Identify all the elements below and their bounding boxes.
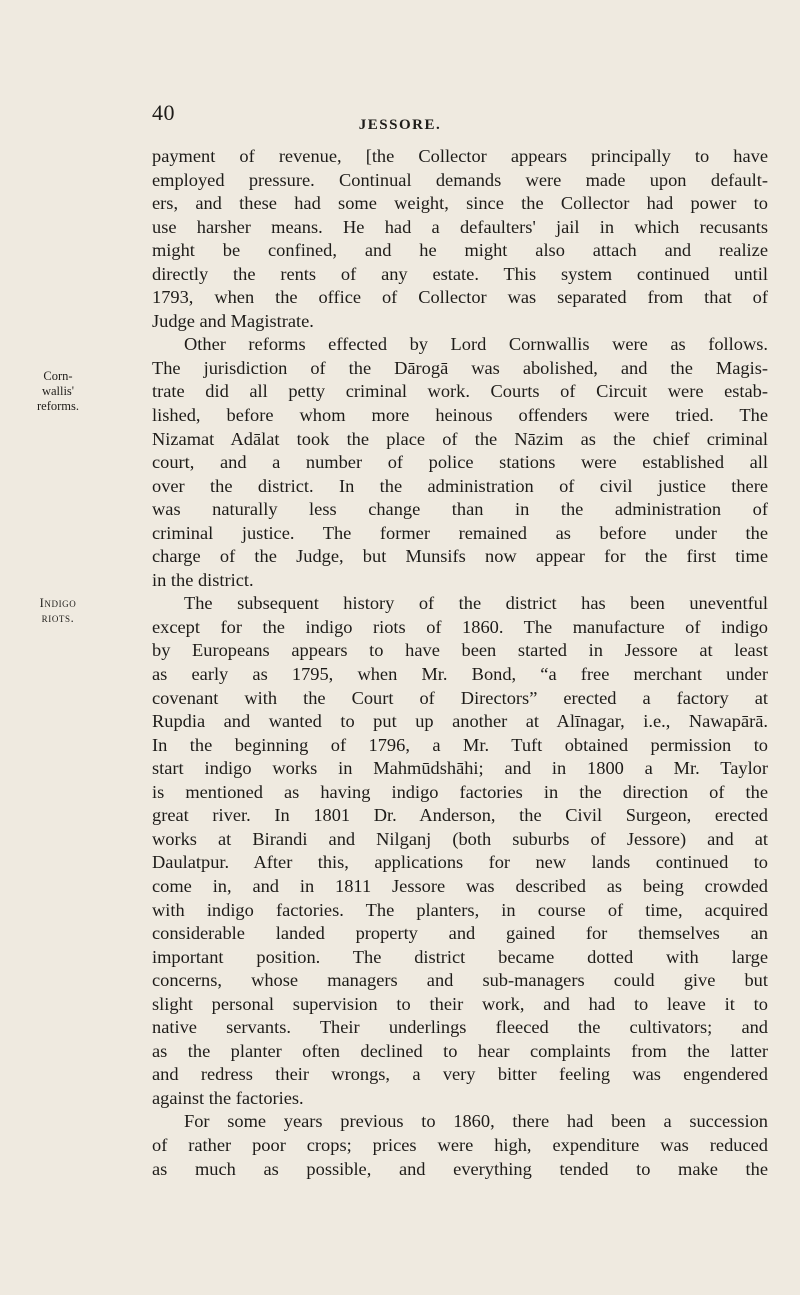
text-line: as early as 1795, when Mr. Bond, “a free merchant under: [152, 664, 768, 685]
text-line: is mentioned as having indigo factories in the direction of the: [152, 781, 768, 802]
text-line: important position. The district became dotted with large: [152, 946, 768, 967]
text-line: as the planter often declined to hear complaints from the latter: [152, 1040, 768, 1061]
text-line: directly the rents of any estate. This system continued until: [152, 263, 768, 284]
sidenote-line: Corn-: [43, 369, 73, 383]
text-line: and redress their wrongs, a very bitter feeling was engendered: [152, 1064, 768, 1085]
text-line: Rupdia and wanted to put up another at Alīnagar, i.e., Nawapārā.: [152, 711, 768, 732]
text-line: For some years previous to 1860, there had been a succession: [184, 1111, 768, 1132]
text-line: covenant with the Court of Directors” erected a factory at: [152, 687, 768, 708]
text-line: in the district.: [152, 569, 254, 590]
page-number: 40: [152, 100, 175, 125]
text-line: ers, and these had some weight, since the Collector had power to: [152, 193, 768, 214]
text-line: In the beginning of 1796, a Mr. Tuft obtained permission to: [152, 734, 768, 755]
text-line: start indigo works in Mahmūdshāhi; and in 1800 a Mr. Taylor: [152, 758, 768, 779]
text-line: might be confined, and he might also attach and realize: [152, 240, 768, 261]
running-head: JESSORE.: [358, 117, 442, 133]
text-line: Other reforms effected by Lord Cornwallis were as follows.: [184, 334, 768, 355]
text-line: great river. In 1801 Dr. Anderson, the Civil Surgeon, erected: [152, 805, 768, 826]
text-line: payment of revenue, [the Collector appears principally to have: [152, 146, 768, 166]
text-line: trate did all petty criminal work. Courts of Circuit were estab-: [152, 381, 768, 402]
text-line: criminal justice. The former remained as before under the: [152, 522, 768, 543]
body-text: [152, 145, 768, 1181]
text-line: of rather poor crops; prices were high, expenditure was reduced: [152, 1134, 768, 1155]
text-line: except for the indigo riots of 1860. The manufacture of indigo: [152, 616, 768, 637]
text-line: Daulatpur. After this, applications for new lands continued to: [152, 852, 768, 873]
text-line: concerns, whose managers and sub-managers could give but: [152, 970, 768, 991]
text-line: native servants. Their underlings fleeced the cultivators; and: [152, 1017, 768, 1038]
sidenote-line: reforms.: [37, 399, 79, 413]
text-line: use harsher means. He had a defaulters' jail in which recusants: [152, 216, 768, 237]
sidenote-cornwallis-reforms: [18, 369, 98, 414]
sidenote-line: Indigo: [39, 596, 77, 610]
text-line: The jurisdiction of the Dārogā was abolished, and the Magis-: [152, 357, 768, 378]
text-line: charge of the Judge, but Munsifs now appear for the first time: [152, 546, 768, 567]
text-line: with indigo factories. The planters, in course of time, acquired: [152, 899, 768, 920]
text-line: slight personal supervision to their work, and had to leave it to: [152, 993, 768, 1014]
text-line: lished, before whom more heinous offenders were tried. The: [152, 405, 768, 426]
text-line: come in, and in 1811 Jessore was described as being crowded: [152, 875, 768, 896]
text-line: 1793, when the office of Collector was separated from that of: [152, 287, 768, 308]
text-line: by Europeans appears to have been started in Jessore at least: [152, 640, 768, 661]
text-line: Judge and Magistrate.: [152, 310, 314, 331]
text-line: considerable landed property and gained for themselves an: [152, 923, 768, 944]
sidenote-line: wallis': [41, 384, 75, 398]
text-line: The subsequent history of the district has been uneventful: [184, 593, 768, 614]
text-line: Nizamat Adālat took the place of the Nāzim as the chief criminal: [152, 428, 768, 449]
text-line: court, and a number of police stations were established all: [152, 452, 768, 473]
text-line: as much as possible, and everything tended to make the: [152, 1158, 768, 1179]
text-line: against the factories.: [152, 1087, 304, 1108]
sidenote-line: riots.: [41, 611, 75, 625]
sidenote-indigo-riots: [18, 596, 98, 626]
text-line: was naturally less change than in the administration of: [152, 499, 768, 520]
text-line: employed pressure. Continual demands were made upon default-: [152, 169, 768, 190]
text-line: works at Birandi and Nilganj (both suburbs of Jessore) and at: [152, 828, 768, 849]
text-line: over the district. In the administration of civil justice there: [152, 475, 768, 496]
